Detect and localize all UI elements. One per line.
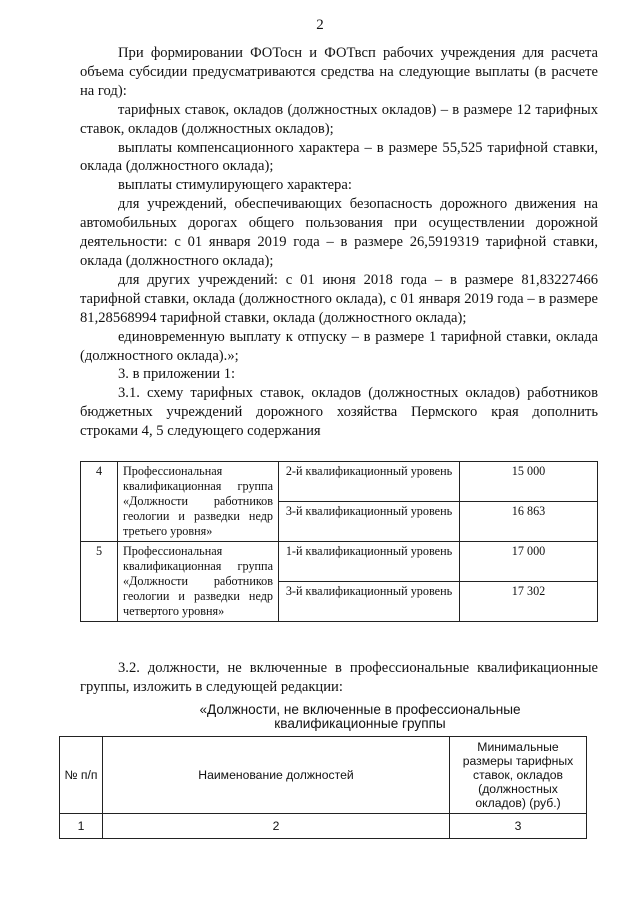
paragraph-fot: При формировании ФОТосн и ФОТвсп рабочих учреждения для расчета объема субсидии предусматриваются средства на следующие выплаты (в расчете на год):	[80, 45, 598, 99]
table-row	[81, 542, 598, 582]
section-3-2	[80, 659, 598, 697]
paragraph-stimulating: выплаты стимулирующего характера:	[118, 177, 352, 194]
row-number: 5	[81, 542, 118, 622]
heading-line-1: «Должности, не включенные в профессиональные	[199, 702, 521, 717]
qualification-level: 3-й квалификационный уровень	[279, 582, 460, 622]
column-header-number: № п/п	[60, 737, 103, 814]
positions-table	[59, 736, 587, 839]
body-text	[80, 44, 598, 441]
table-row	[60, 814, 587, 839]
qualification-level: 3-й квалификационный уровень	[279, 502, 460, 542]
salary-scheme-table	[80, 461, 598, 622]
paragraph-other-institutions: для других учреждений: с 01 июня 2018 года – в размере 81,83227466 тарифной ставки, оклада (должностного оклада), с 01 января 2019 года – в размере 81,28568994 тарифной ставки, оклада (должностного оклада);	[80, 271, 598, 326]
qualification-level: 1-й квалификационный уровень	[279, 542, 460, 582]
salary-value: 17 302	[460, 582, 598, 622]
table-header-row	[60, 737, 587, 814]
paragraph-tariff-rates: тарифных ставок, окладов (должностных окладов) – в размере 12 тарифных ставок, окладов (должностных окладов);	[80, 101, 598, 137]
paragraph-appendix: 3. в приложении 1:	[118, 366, 236, 383]
table-cell: 1	[60, 814, 103, 839]
paragraph-road-safety: для учреждений, обеспечивающих безопасность дорожного движения на автомобильных дорогах общего пользования при осуществлении дорожной деятельности: с 01 января 2019 года – в размере 26,5919319 тарифной ставки, оклада (должностного оклада);	[80, 196, 598, 269]
qualification-group: Профессиональная квалификационная группа «Должности работников геологии и разведки недр четвертого уровня»	[118, 542, 279, 622]
qualification-group: Профессиональная квалификационная группа «Должности работников геологии и разведки недр третьего уровня»	[118, 462, 279, 542]
page-number: 2	[316, 17, 324, 33]
heading-line-2: квалификационные группы	[274, 716, 446, 731]
salary-value: 17 000	[460, 542, 598, 582]
paragraph-section-3-2: 3.2. должности, не включенные в профессиональные квалификационные группы, изложить в следующей редакции:	[80, 660, 598, 695]
column-header-position-name: Наименование должностей	[103, 737, 450, 814]
column-header-min-salary: Минимальные размеры тарифных ставок, окладов (должностных окладов) (руб.)	[450, 737, 587, 814]
qualification-level: 2-й квалификационный уровень	[279, 462, 460, 502]
positions-heading	[120, 703, 600, 731]
paragraph-vacation-payment: единовременную выплату к отпуску – в размере 1 тарифной ставки, оклада (должностного оклада).»;	[80, 328, 598, 364]
table-row	[81, 462, 598, 502]
salary-value: 16 863	[460, 502, 598, 542]
paragraph-compensation: выплаты компенсационного характера – в размере 55,525 тарифной ставки, оклада (должностного оклада);	[80, 139, 598, 175]
table-cell: 2	[103, 814, 450, 839]
salary-value: 15 000	[460, 462, 598, 502]
row-number: 4	[81, 462, 118, 542]
paragraph-scheme: 3.1. схему тарифных ставок, окладов (должностных окладов) работников бюджетных учреждений дорожного хозяйства Пермского края дополнить строками 4, 5 следующего содержания	[80, 385, 598, 440]
table-cell: 3	[450, 814, 587, 839]
